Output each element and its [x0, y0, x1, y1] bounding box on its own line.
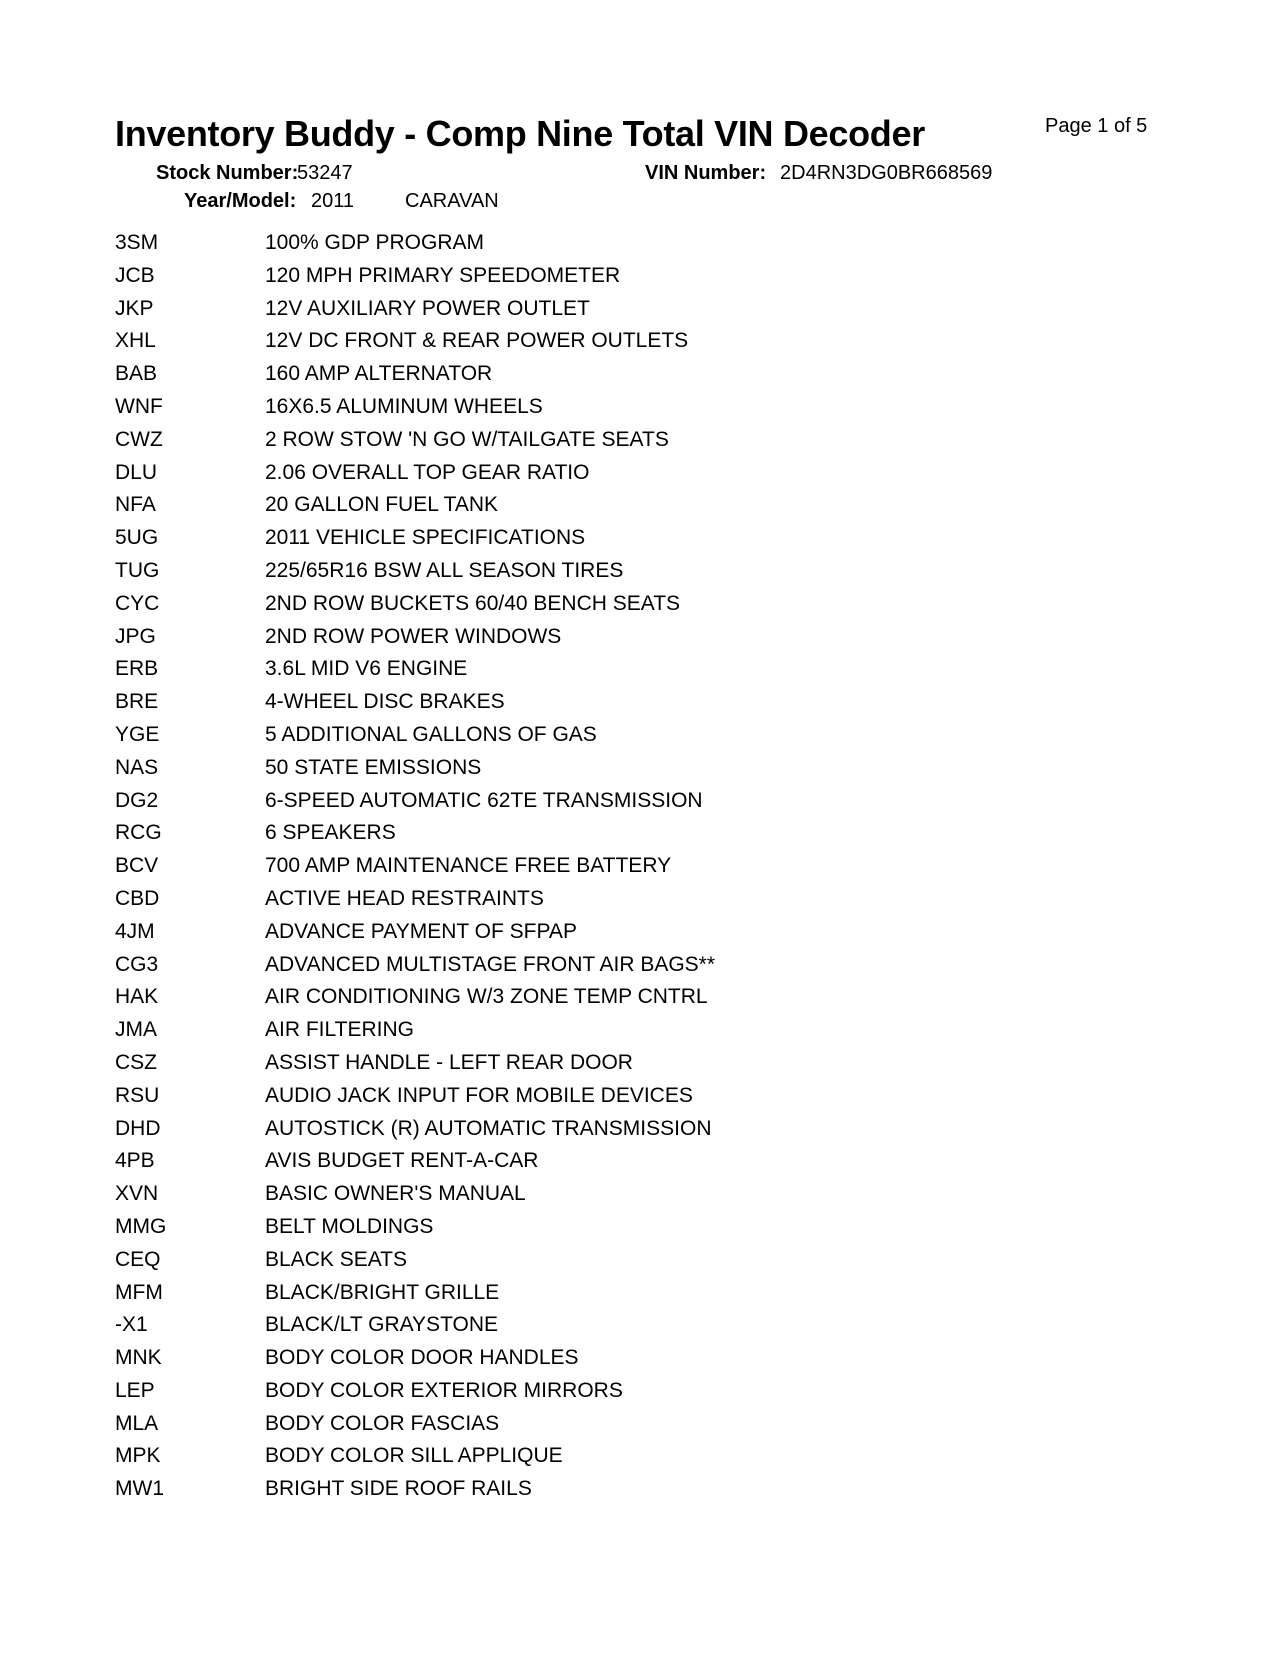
option-description: 50 STATE EMISSIONS [265, 755, 482, 779]
option-code: WNF [115, 394, 163, 418]
option-description: BODY COLOR DOOR HANDLES [265, 1346, 579, 1370]
option-description: 225/65R16 BSW ALL SEASON TIRES [265, 558, 624, 582]
option-code: DHD [115, 1116, 161, 1140]
option-description: ADVANCE PAYMENT OF SFPAP [265, 919, 577, 943]
option-code: BCV [115, 854, 159, 878]
option-description: 2.06 OVERALL TOP GEAR RATIO [265, 460, 590, 484]
stock-number-label: Stock Number: [156, 162, 299, 184]
option-description: 100% GDP PROGRAM [265, 231, 485, 254]
option-description: BASIC OWNER'S MANUAL [265, 1182, 526, 1206]
option-description: 6-SPEED AUTOMATIC 62TE TRANSMISSION [265, 788, 703, 812]
option-description: BLACK SEATS [265, 1247, 407, 1271]
option-code: RSU [115, 1083, 160, 1107]
stock-number-value: 53247 [297, 162, 353, 184]
option-description: 6 SPEAKERS [265, 821, 396, 845]
model-value: CARAVAN [405, 190, 499, 212]
option-code: XVN [115, 1182, 159, 1206]
option-description: BODY COLOR FASCIAS [265, 1411, 500, 1435]
option-code: MW1 [115, 1477, 164, 1501]
option-code: CBD [115, 886, 160, 910]
option-code: TUG [115, 558, 160, 582]
option-code: BRE [115, 690, 159, 714]
option-code: JPG [115, 624, 156, 648]
option-code: 3SM [115, 231, 159, 254]
option-code: ERB [115, 657, 159, 681]
option-code: JMA [115, 1018, 157, 1042]
option-code: MNK [115, 1346, 162, 1370]
option-code: LEP [115, 1378, 155, 1402]
option-code: DLU [115, 460, 158, 484]
page-title: Inventory Buddy - Comp Nine Total VIN Decoder [115, 113, 925, 154]
option-description: 3.6L MID V6 ENGINE [265, 657, 468, 681]
option-description: ADVANCED MULTISTAGE FRONT AIR BAGS** [265, 952, 716, 976]
option-description: AUDIO JACK INPUT FOR MOBILE DEVICES [265, 1083, 693, 1107]
option-code: YGE [115, 722, 160, 746]
option-description: 12V AUXILIARY POWER OUTLET [265, 296, 590, 320]
option-description: 2ND ROW BUCKETS 60/40 BENCH SEATS [265, 591, 681, 615]
option-code: JCB [115, 263, 155, 287]
option-code: DG2 [115, 788, 159, 812]
option-code: JKP [115, 296, 154, 320]
option-code: MLA [115, 1411, 159, 1435]
option-code: MPK [115, 1444, 161, 1468]
option-description: 4-WHEEL DISC BRAKES [265, 690, 505, 714]
year-model-label: Year/Model: [184, 190, 297, 212]
option-code: XHL [115, 329, 156, 353]
option-description: 120 MPH PRIMARY SPEEDOMETER [265, 263, 621, 287]
option-description: 16X6.5 ALUMINUM WHEELS [265, 394, 543, 418]
option-description: 2 ROW STOW 'N GO W/TAILGATE SEATS [265, 427, 669, 451]
option-description: AIR CONDITIONING W/3 ZONE TEMP CNTRL [265, 985, 708, 1009]
option-code: NAS [115, 755, 159, 779]
option-description: 20 GALLON FUEL TANK [265, 493, 499, 517]
option-description: ASSIST HANDLE - LEFT REAR DOOR [265, 1050, 633, 1074]
option-code: -X1 [115, 1313, 148, 1337]
option-code: RCG [115, 821, 162, 845]
option-code: 5UG [115, 526, 159, 550]
option-code: BAB [115, 362, 158, 386]
option-description: 160 AMP ALTERNATOR [265, 362, 493, 386]
option-code: HAK [115, 985, 159, 1009]
option-description: AUTOSTICK (R) AUTOMATIC TRANSMISSION [265, 1116, 712, 1140]
option-code: CG3 [115, 952, 159, 976]
year-value: 2011 [311, 190, 355, 212]
option-code: CWZ [115, 427, 163, 451]
option-description: 2ND ROW POWER WINDOWS [265, 624, 562, 648]
option-description: ACTIVE HEAD RESTRAINTS [265, 886, 544, 910]
option-description: 12V DC FRONT & REAR POWER OUTLETS [265, 329, 689, 353]
option-description: AIR FILTERING [265, 1018, 414, 1042]
option-description: 700 AMP MAINTENANCE FREE BATTERY [265, 854, 672, 878]
option-description: 5 ADDITIONAL GALLONS OF GAS [265, 722, 597, 746]
option-description: BLACK/BRIGHT GRILLE [265, 1280, 500, 1304]
vin-number-label: VIN Number: [645, 162, 767, 184]
option-code: CYC [115, 591, 160, 615]
page-indicator: Page 1 of 5 [1045, 115, 1148, 137]
option-code: 4PB [115, 1149, 155, 1173]
option-code: CSZ [115, 1050, 157, 1074]
vin-number-value: 2D4RN3DG0BR668569 [780, 162, 993, 184]
option-code: 4JM [115, 919, 155, 943]
option-code: MMG [115, 1214, 167, 1238]
option-description: BRIGHT SIDE ROOF RAILS [265, 1477, 532, 1501]
option-code: MFM [115, 1280, 163, 1304]
option-description: BODY COLOR SILL APPLIQUE [265, 1444, 563, 1468]
option-description: BELT MOLDINGS [265, 1214, 434, 1238]
option-description: 2011 VEHICLE SPECIFICATIONS [265, 526, 586, 550]
option-description: BLACK/LT GRAYSTONE [265, 1313, 499, 1337]
option-code: CEQ [115, 1247, 161, 1271]
option-code: NFA [115, 493, 156, 517]
option-description: BODY COLOR EXTERIOR MIRRORS [265, 1378, 623, 1402]
option-description: AVIS BUDGET RENT-A-CAR [265, 1149, 539, 1173]
